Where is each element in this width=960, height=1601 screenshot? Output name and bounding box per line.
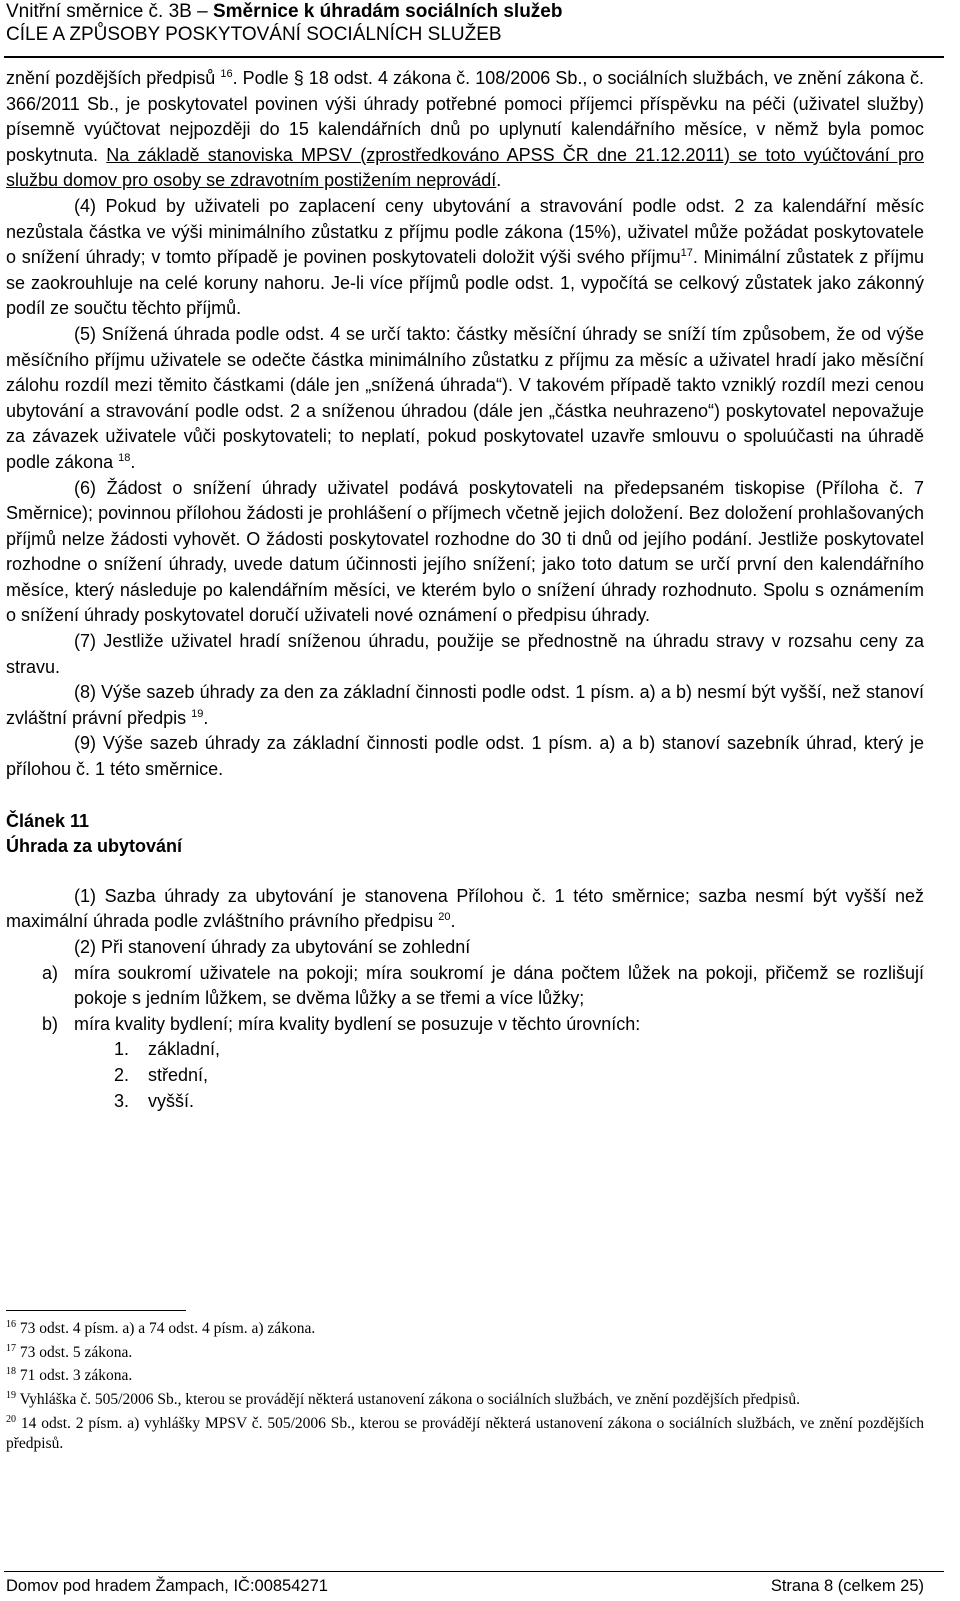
footnote-20: $^{20}$ 14 odst. 2 písm. a) vyhlášky MPSV č. 505/2006 Sb., kterou se provádějí některá ustanovení zákona o sociálních službách, ve znění pozdějších předpisů. [6,1413,924,1453]
paragraph-4: (4) Pokud by uživateli po zaplacení ceny ubytování a stravování podle odst. 2 za kalendářní měsíc nezůstala částka ve výši minimálního zůstatku z příjmu podle zákona (15%), uživatel může požádat poskytovatele o snížení úhrady; v tomto případě je povinen poskytovateli doložit výši svého příjmu$^{17}$. Minimální zůstatek z příjmu se zaokrouhluje na celé koruny nahoru. Je-li více příjmů podle odst. 1, vypočítá se celkový zůstatek jako zákonný podíl ze součtu těchto příjmů. [6,195,924,319]
paragraph-9: (9) Výše sazeb úhrady za základní činnosti podle odst. 1 písm. a) a b) stanoví sazebník úhrad, který je přílohou č. 1 této směrnice. [6,733,924,780]
footnote-ref-16[interactable]: 16 [220,68,233,80]
header-title: Vnitřní směrnice č. 3B – Směrnice k úhradám sociálních služeb [6,1,563,22]
header-title-bold: Směrnice k úhradám sociálních služeb [212,1,563,22]
footer-organization: Domov pod hradem Žampach, IČ:00854271 [6,1577,328,1595]
header-divider [4,56,944,58]
paragraph-5: (5) Snížená úhrada podle odst. 4 se určí takto: částky měsíční úhrady se sníží tím způsobem, že od výše měsíčního příjmu uživatele se odečte částka minimálního zůstatku z příjmu za měsíc a uživatel hradí jako měsíční zálohu rozdíl mezi těmito částkami (dále jen „snížená úhrada“). V takovém případě takto vzniklý rozdíl mezi cenou ubytování a stravování podle odst. 2 a sníženou úhradou (dále jen „částka neuhrazeno“) poskytovatel nepovažuje za závazek uživatele vůči poskytovateli; to neplatí, pokud poskytovatel uzavře smlouvu o spoluúčasti na úhradě podle zákona $^{18}$. [6,323,924,472]
header-subtitle: CÍLE A ZPŮSOBY POSKYTOVÁNÍ SOCIÁLNÍCH SLUŽEB [6,24,502,45]
footer-divider [4,1571,944,1572]
sublist-marker: 2. [114,1064,130,1085]
footnote-ref-20[interactable]: 20 [438,911,451,924]
footnote-ref-17[interactable]: 17 [680,247,693,260]
footnote-17: $^{17}$ 73 odst. 5 zákona. [6,1342,133,1361]
sublist-marker: 3. [114,1090,130,1111]
footnote-18: $^{18}$ 71 odst. 3 zákona. [6,1366,133,1385]
footnotes [6,1319,924,1458]
paragraph-7: (7) Jestliže uživatel hradí sníženou úhradu, použije se přednostně na úhradu stravy v rozsahu ceny za stravu. [6,631,924,677]
paragraph-continuation: znění pozdějších předpisů $^{16}$. Podle § 18 odst. 4 zákona č. 108/2006 Sb., o sociálních službách, ve znění zákona č. 366/2011 Sb., je poskytovatel povinen výši úhrady potřebné pomoci příjemci příspěvku na péči (uživatel služby) písemně vyúčtovat nejpozději do 15 kalendářních dnů po uplynutí kalendářního měsíce, v němž byla pomoc poskytnuta. Na základě stanoviska MPSV (zprostředkováno APSS ČR dne 21.12.2011) se toto vyúčtování pro službu domov pro osoby se zdravotním postižením neprovádí. [6,68,924,191]
page-header [6,0,944,46]
list-item-text: míra kvality bydlení; míra kvality bydlení se posuzuje v těchto úrovních: [74,1013,641,1034]
paragraph-6: (6) Žádost o snížení úhrady uživatel podává poskytovateli na předepsaném tiskopise (Příloha č. 7 Směrnice); povinnou přílohou žádosti je prohlášení o příjmech včetně jejich doložení. Bez doložení prohlašovaných příjmů nelze žádosti vyhovět. O žádosti poskytovatel rozhodne do 30 ti dnů od jejího podání. Jestliže poskytovatel rozhodne o snížení úhrady, uvede datum účinnosti jejího snížení; jako toto datum se určí první den kalendářního měsíce, který následuje po kalendářním měsíci, ve kterém bylo o snížení úhrady rozhodnuto. Spolu s oznámením o snížení úhrady poskytovatel doručí uživateli nové oznámení o předpisu úhrady. [6,477,924,626]
article-number: Článek 11 [6,810,90,831]
list-marker: b) [42,1013,59,1034]
footnote-ref-18[interactable]: 18 [118,451,131,464]
list-item [6,961,924,1012]
spacer [6,860,924,884]
page-number: Strana 8 (celkem 25) [770,1577,924,1595]
sublist-marker: 1. [114,1039,130,1060]
sublist-item-text: vyšší. [148,1090,195,1111]
article-title: Úhrada za ubytování [6,836,183,857]
footnote-divider [6,1310,186,1311]
footnote-19: $^{19}$ Vyhláška č. 505/2006 Sb., kterou se provádějí některá ustanovení zákona o sociálních službách, ve znění pozdějších předpisů. [6,1389,800,1409]
page-footer [6,1575,924,1597]
list-item [6,1012,924,1038]
list-item-text: míra soukromí uživatele na pokoji; míra soukromí je dána počtem lůžek na pokoji, přičemž se rozlišují pokoje s jedním lůžkem, se dvěma lůžky a se třemi a více lůžky; [74,962,924,1009]
article-paragraph-2: (2) Při stanovení úhrady za ubytování se zohlední [74,937,471,957]
sublist-item [6,1037,924,1063]
sublist-item [6,1089,924,1115]
footnote-16: $^{16}$ 73 odst. 4 písm. a) a 74 odst. 4 písm. a) zákona. [6,1318,316,1337]
document-body [6,66,924,1114]
footnote-ref-19[interactable]: 19 [191,707,204,720]
sublist-item-text: střední, [148,1064,209,1085]
sublist-item [6,1063,924,1089]
list-marker: a) [42,962,59,983]
article-paragraph-1: (1) Sazba úhrady za ubytování je stanovena Přílohou č. 1 této směrnice; sazba nesmí být vyšší než maximální úhrada podle zvláštního právního předpisu $^{20}$. [6,885,924,932]
sublist-item-text: základní, [148,1039,221,1060]
underlined-statement: Na základě stanoviska MPSV (zprostředkováno APSS ČR dne 21.12.2011) se toto vyúčtování pro službu domov pro osoby se zdravotním postižením neprovádí [6,144,924,191]
paragraph-8: (8) Výše sazeb úhrady za den za základní činnosti podle odst. 1 písm. a) a b) nesmí být vyšší, než stanoví zvláštní právní předpis $^{19}$. [6,682,924,728]
